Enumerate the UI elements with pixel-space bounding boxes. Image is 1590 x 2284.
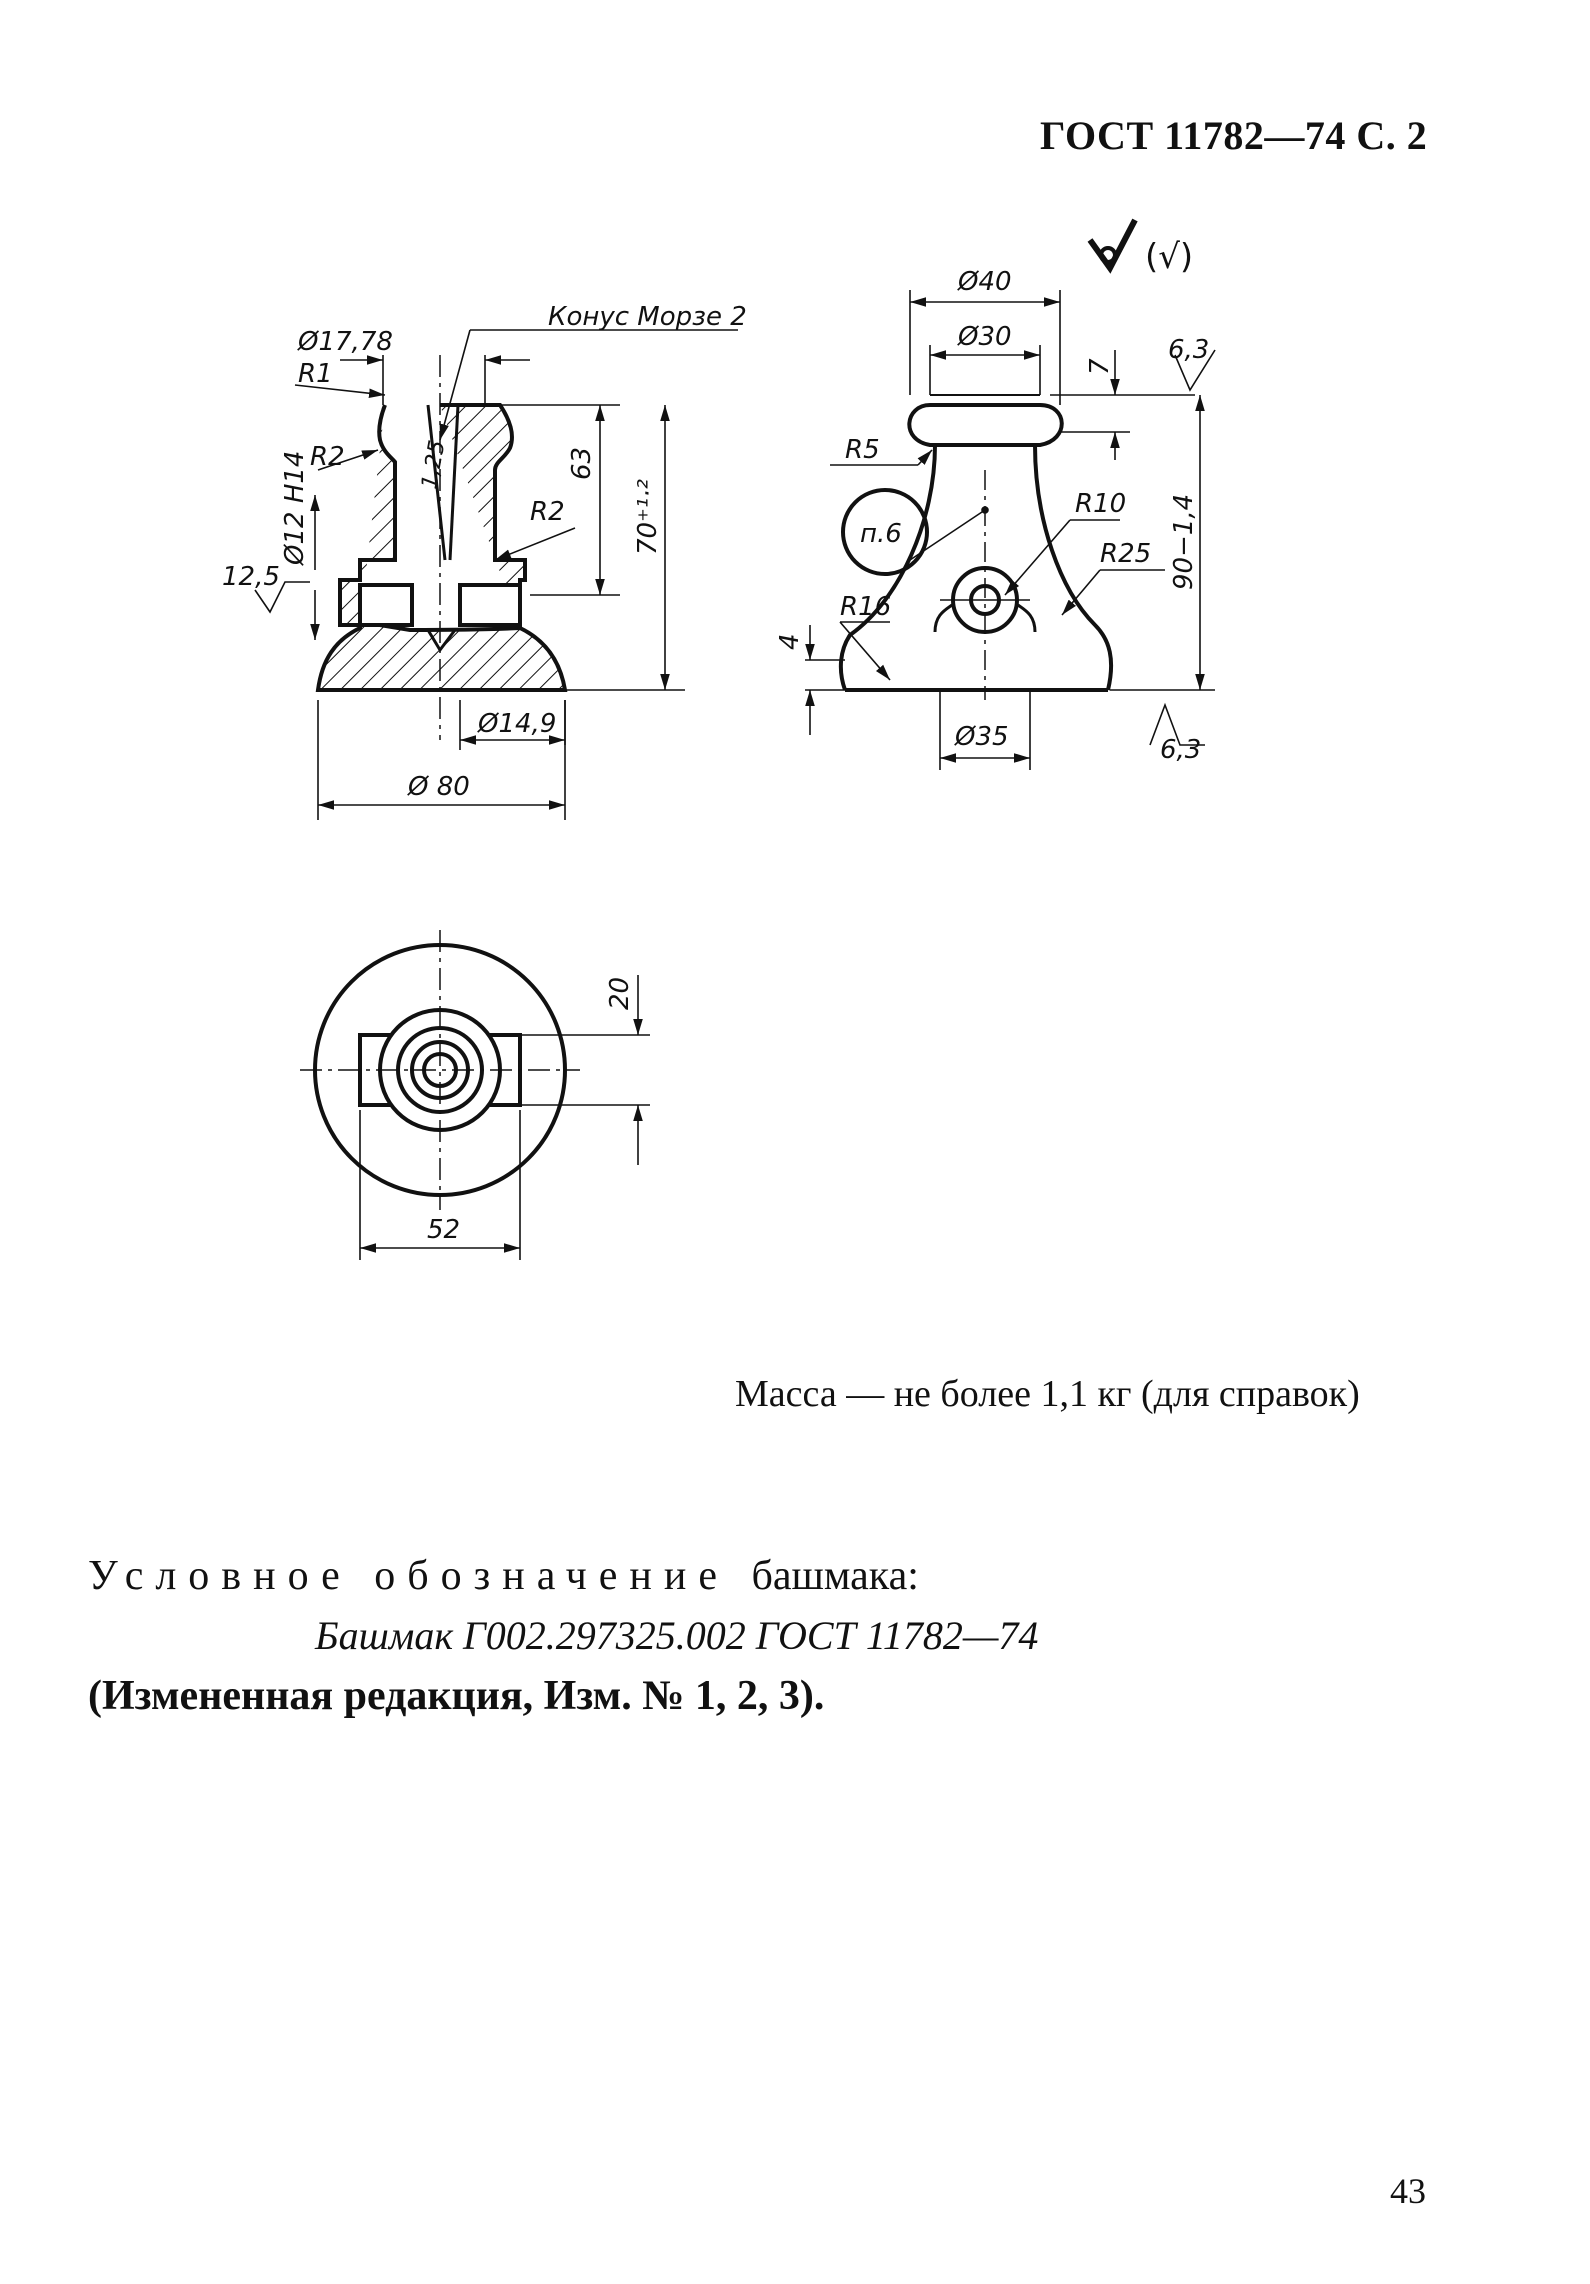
r2-right-label: R2 <box>530 497 565 527</box>
dia-top-label: Ø17,78 <box>298 327 393 357</box>
roughness-symbol <box>1090 220 1193 277</box>
dia-80-label: Ø 80 <box>408 772 470 802</box>
chamfer-label: 1,25 <box>417 438 451 492</box>
designation-label <box>88 1552 919 1600</box>
designation-label-spaced: Условное обозначение <box>88 1553 730 1599</box>
dia-40-label: Ø40 <box>958 267 1012 297</box>
dim-20-label: 20 <box>605 976 635 1010</box>
rough-top-label: 6,3 <box>1168 335 1210 365</box>
dia-30-label: Ø30 <box>958 322 1012 352</box>
r2-left-label: R2 <box>310 442 345 472</box>
r10-label: R10 <box>1075 489 1127 519</box>
mass-note: Масса — не более 1,1 кг (для справок) <box>735 1373 1360 1415</box>
page-header: ГОСТ 11782—74 С. 2 <box>1040 113 1428 158</box>
dim-52-label: 52 <box>427 1215 461 1245</box>
roughness-symbol-label: (√) <box>1145 237 1194 277</box>
changed-note: (Измененная редакция, Изм. № 1, 2, 3). <box>88 1673 825 1719</box>
dim-63-label: 63 <box>567 446 597 480</box>
designation-value: Башмак Г002.297325.002 ГОСТ 11782—74 <box>315 1613 1039 1658</box>
dia-bore-label: Ø12 H14 <box>280 450 310 565</box>
r1-label: R1 <box>298 359 333 389</box>
top-view <box>300 930 580 1210</box>
dia-35-label: Ø35 <box>955 722 1009 752</box>
callout-label: п.6 <box>860 519 902 549</box>
dim-4-label: 4 <box>775 633 805 650</box>
dia-149-label: Ø14,9 <box>478 709 557 739</box>
r25-label: R25 <box>1100 539 1152 569</box>
roughness-label: 12,5 <box>222 562 280 592</box>
r5-label: R5 <box>845 435 880 465</box>
designation-label-rest: башмака: <box>751 1553 919 1599</box>
r16-label: R16 <box>840 592 892 622</box>
dim-90-label: 90−1,4 <box>1169 493 1199 590</box>
morse-label: Конус Морзе 2 <box>548 302 747 332</box>
page-number: 43 <box>1390 2171 1426 2211</box>
dim-7-label: 7 <box>1085 358 1115 375</box>
dim-70-label: 70⁺¹·² <box>633 479 663 555</box>
rough-bottom-label: 6,3 <box>1160 735 1202 765</box>
